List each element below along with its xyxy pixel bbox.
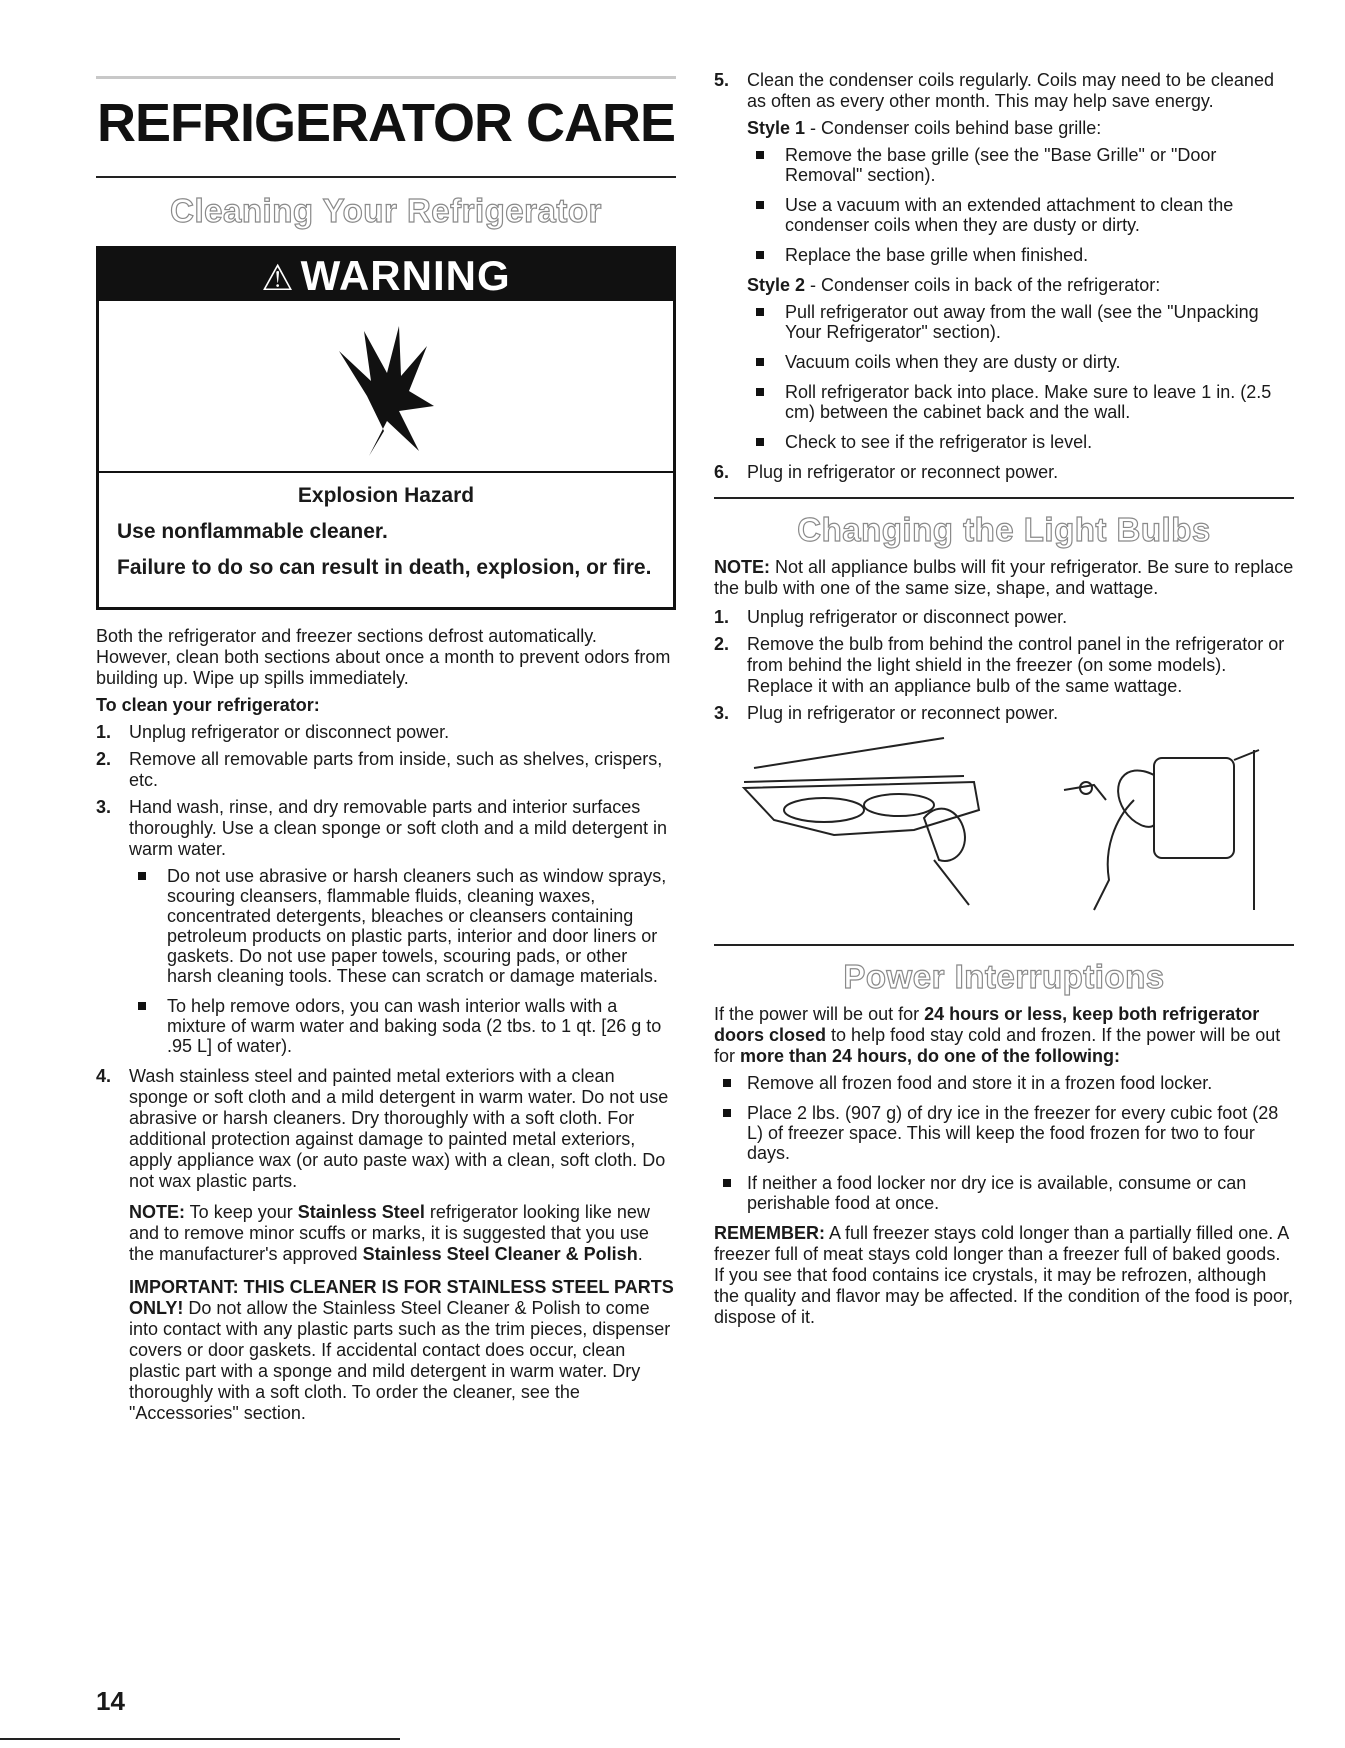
list-item: Use a vacuum with an extended attachment to clean the condenser coils when they are dusty or dirty.: [747, 195, 1294, 235]
list-item: 4. Wash stainless steel and painted metal exteriors with a clean sponge or soft cloth and a mild detergent in warm water. Do not use abrasive or harsh cleaners. Dry thoroughly with a soft cloth. For additional protection against damage to painted metal exteriors, apply appliance wax (or auto paste wax) with a clean, soft cloth. Do not wax plastic parts. NOTE: To keep your Stainless Steel refrigerator looking like new and to remove minor scuffs or marks, it is suggested that you use the manufacturer's approved Stainless Steel Cleaner & Polish. IMPORTANT: THIS CLEANER IS FOR STAINLESS STEEL PARTS ONLY! Do not allow the Stainless Steel Cleaner & Polish to come into contact with any plastic parts such as the trim pieces, dispenser covers or door gaskets. If accidental contact does occur, clean plastic part with a sponge and mild detergent in warm water. Dry thoroughly with a soft cloth. To order the cleaner, see the "Accessories" section.: [96, 1066, 676, 1424]
list-item: 6. Plug in refrigerator or reconnect power.: [714, 462, 1059, 482]
stainless-note: NOTE: To keep your Stainless Steel refrigerator looking like new and to remove minor scuffs or marks, it is suggested that you use the manufacturer's approved Stainless Steel Cleaner & Polish.: [129, 1202, 650, 1264]
explosion-icon: [309, 311, 459, 461]
warning-triangle-icon: ⚠: [261, 257, 295, 298]
warning-banner: [99, 249, 673, 301]
remember-note: REMEMBER: A full freezer stays cold longer than a partially filled one. A freezer full of meat stays cold longer than a freezer full of baked goods. If you see that food contains ice crystals, it may be refrozen, although the quality and flavor may be affected. If the condition of the food is poor, dispose of it.: [714, 1223, 1294, 1327]
warning-text: [99, 473, 673, 581]
top-rule: [96, 76, 676, 79]
title-divider: [96, 176, 676, 178]
list-item: Do not use abrasive or harsh cleaners such as window sprays, scouring cleansers, flammable fluids, cleaning waxes, concentrated detergents, bleaches or cleansers containing petroleum products on plastic parts, interior and door liners or gaskets. Do not use paper towels, scouring pads, or other harsh cleaning tools. These can scratch or damage materials.: [129, 866, 676, 986]
divider: [714, 944, 1294, 946]
light-bulb-diagram: [714, 730, 1294, 930]
step3-bullets: [129, 866, 676, 1056]
explosion-pictogram: [99, 301, 673, 473]
section-heading-power: Power Interruptions: [843, 958, 1165, 995]
list-item: 1. Unplug refrigerator or disconnect power.: [714, 607, 1068, 627]
power-intro: If the power will be out for 24 hours or less, keep both refrigerator doors closed to help food stay cold and frozen. If the power will be out for more than 24 hours, do one of the following:: [714, 1004, 1281, 1066]
section-heading-bulbs: Changing the Light Bulbs: [797, 511, 1211, 548]
list-item: 3. Hand wash, rinse, and dry removable parts and interior surfaces thoroughly. Use a clean sponge or soft cloth and a mild detergent in warm water. Do not use abrasive or harsh cleaners such as window sprays, scouring cleansers, flammable fluids, cleaning waxes, concentrated detergents, bleaches or cleansers containing petroleum products on plastic parts, interior and door liners or gaskets. Do not use paper towels, scouring pads, or other harsh cleaning tools. These can scratch or damage materials. To help remove odors, you can wash interior walls with a mixture of warm water and baking soda (2 tbs. to 1 qt. [26 g to .95 L] of water).: [96, 797, 676, 1056]
page-title: REFRIGERATOR CARE: [96, 93, 676, 153]
list-item: Remove the base grille (see the "Base Grille" or "Door Removal" section).: [747, 145, 1294, 185]
bulb-steps: [714, 607, 1294, 724]
list-item: Replace the base grille when finished.: [747, 245, 1294, 265]
left-column-body: [96, 626, 676, 1430]
style1-bullets: [747, 145, 1294, 265]
cleaning-intro: Both the refrigerator and freezer sections defrost automatically. However, clean both sections about once a month to prevent odors from building up. Wipe up spills immediately.: [96, 626, 671, 688]
style1-label: Style 1 - Condenser coils behind base grille:: [747, 118, 1102, 138]
list-item: 5. Clean the condenser coils regularly. Coils may need to be cleaned as often as every other month. This may help save energy. Style 1 - Condenser coils behind base grille: Remove the base grille (see the "Base Grille" or "Door Removal" section). Use a vacuum with an extended attachment to clean the condenser coils when they are dusty or dirty. Replace the base grille when finished. Style 2 - Condenser coils in back of the refrigerator: Pull refrigerator out away from the wall (see the "Unpacking Your Refrigerator" section). Vacuum coils when they are dusty or dirty. Roll refrigerator back into place. Make sure to leave 1 in. (2.5 cm) between the cabinet back and the wall. Check to see if the refrigerator is level.: [714, 70, 1294, 452]
list-item: Remove all frozen food and store it in a frozen food locker.: [714, 1073, 1294, 1093]
list-item: 3. Plug in refrigerator or reconnect power.: [714, 703, 1059, 723]
page-number: 14: [96, 1686, 125, 1716]
list-item: Check to see if the refrigerator is level.: [747, 432, 1294, 452]
list-item: 1. Unplug refrigerator or disconnect power.: [96, 722, 450, 742]
divider: [714, 497, 1294, 499]
warning-box: [96, 246, 676, 610]
cleaning-steps: [96, 722, 676, 1424]
cleaning-steps-continued: [714, 70, 1294, 483]
style2-label: Style 2 - Condenser coils in back of the refrigerator:: [747, 275, 1161, 295]
right-column-body: [714, 70, 1294, 1328]
hazard-title: Explosion Hazard: [297, 484, 475, 507]
warning-line-2: Failure to do so can result in death, explosion, or fire.: [117, 556, 652, 579]
list-item: To help remove odors, you can wash interior walls with a mixture of warm water and baking soda (2 tbs. to 1 qt. [26 g to .95 L] of water).: [129, 996, 676, 1056]
warning-label: WARNING: [300, 252, 511, 299]
style2-bullets: [747, 302, 1294, 452]
list-item: Roll refrigerator back into place. Make sure to leave 1 in. (2.5 cm) between the cabinet back and the wall.: [747, 382, 1294, 422]
list-item: Vacuum coils when they are dusty or dirty.: [747, 352, 1294, 372]
bottom-rule: [0, 1738, 400, 1740]
list-item: Place 2 lbs. (907 g) of dry ice in the freezer for every cubic foot (28 L) of freezer space. This will keep the food frozen for two to four days.: [714, 1103, 1294, 1163]
section-heading-cleaning: Cleaning Your Refrigerator: [170, 192, 602, 229]
cleaning-subhead: To clean your refrigerator:: [96, 695, 320, 715]
warning-line-1: Use nonflammable cleaner.: [117, 520, 388, 543]
list-item: If neither a food locker nor dry ice is available, consume or can perishable food at once.: [714, 1173, 1294, 1213]
list-item: 2. Remove all removable parts from inside, such as shelves, crispers, etc.: [96, 749, 663, 790]
list-item: 2. Remove the bulb from behind the control panel in the refrigerator or from behind the light shield in the freezer (on some models). Replace it with an appliance bulb of the same wattage.: [714, 634, 1285, 696]
list-item: Pull refrigerator out away from the wall (see the "Unpacking Your Refrigerator" section).: [747, 302, 1294, 342]
bulbs-note: NOTE: Not all appliance bulbs will fit your refrigerator. Be sure to replace the bulb with one of the same size, shape, and wattage.: [714, 557, 1294, 598]
bulb-illustration: [714, 730, 1294, 930]
power-bullets: [714, 1073, 1294, 1213]
important-note: IMPORTANT: THIS CLEANER IS FOR STAINLESS STEEL PARTS ONLY! Do not allow the Stainless Steel Cleaner & Polish to come into contact with any plastic parts such as the trim pieces, dispenser covers or door gaskets. If accidental contact does occur, clean plastic part with a sponge and mild detergent in warm water. Dry thoroughly with a soft cloth. To order the cleaner, see the "Accessories" section.: [129, 1277, 674, 1423]
